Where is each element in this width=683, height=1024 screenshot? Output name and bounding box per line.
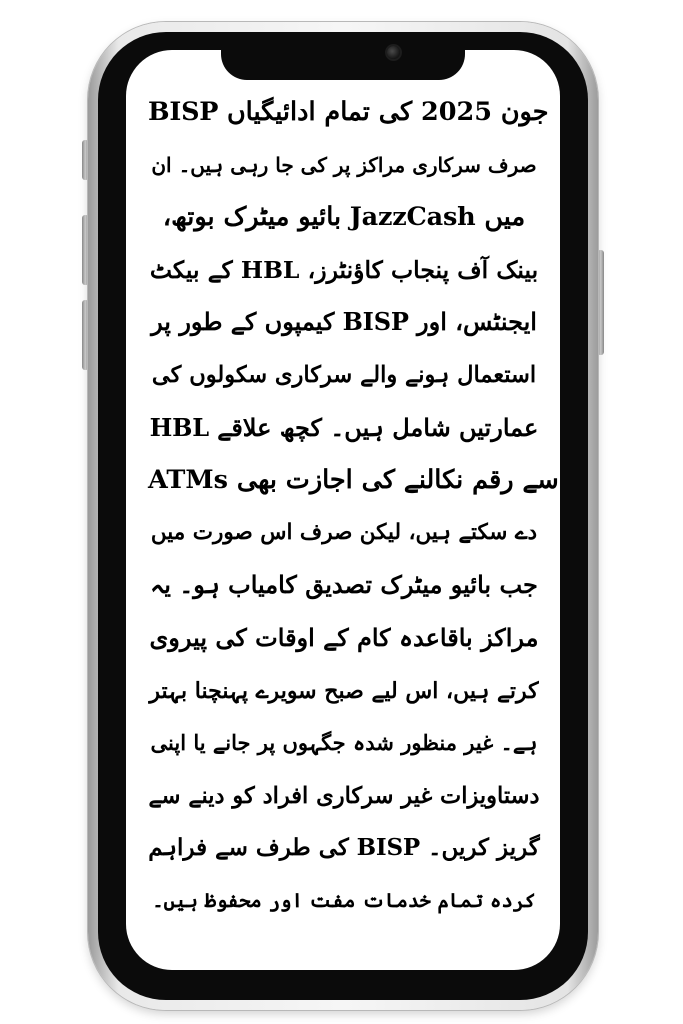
article-line: دے سکتے ہیں، لیکن صرف اس صورت میں <box>150 519 538 545</box>
article-line: میں JazzCash بائیو میٹرک بوتھ، <box>162 202 526 233</box>
power-button <box>597 250 604 355</box>
article-line: کردہ تمام خدمات مفت اور محفوظ ہیں۔ <box>152 888 536 912</box>
article-line: صرف سرکاری مراکز پر کی جا رہی ہیں۔ ان <box>151 152 537 177</box>
article-line: BISP جون 2025 کی تمام ادائیگیاں <box>148 97 549 127</box>
article-line: استعمال ہونے والے سرکاری سکولوں کی <box>151 361 537 388</box>
article-line: جب بائیو میٹرک تصدیق کامیاب ہو۔ یہ <box>150 570 538 600</box>
article-line: ATMs سے رقم نکالنے کی اجازت بھی <box>148 465 559 496</box>
article-line: دستاویزات غیر سرکاری افراد کو دینے سے <box>148 782 540 809</box>
phone-notch <box>221 38 465 80</box>
article-line: ہے۔ غیر منظور شدہ جگہوں پر جانے یا اپنی <box>150 730 538 756</box>
article-line: مراکز باقاعدہ کام کے اوقات کی پیروی <box>149 622 539 652</box>
front-camera-icon <box>387 46 400 59</box>
article-line: ایجنٹس، اور BISP کیمپوں کے طور پر <box>151 307 537 337</box>
phone-screen <box>126 50 560 970</box>
article-line: گریز کریں۔ BISP کی طرف سے فراہم <box>148 834 540 862</box>
article-text <box>148 86 559 928</box>
article-line: بینک آف پنجاب کاؤنٹرز، HBL کے بیکٹ <box>149 255 539 284</box>
article-line: عمارتیں شامل ہیں۔ کچھ علاقے HBL <box>149 412 539 442</box>
article-line: کرتے ہیں، اس لیے صبح سویرے پہنچنا بہتر <box>149 677 539 704</box>
